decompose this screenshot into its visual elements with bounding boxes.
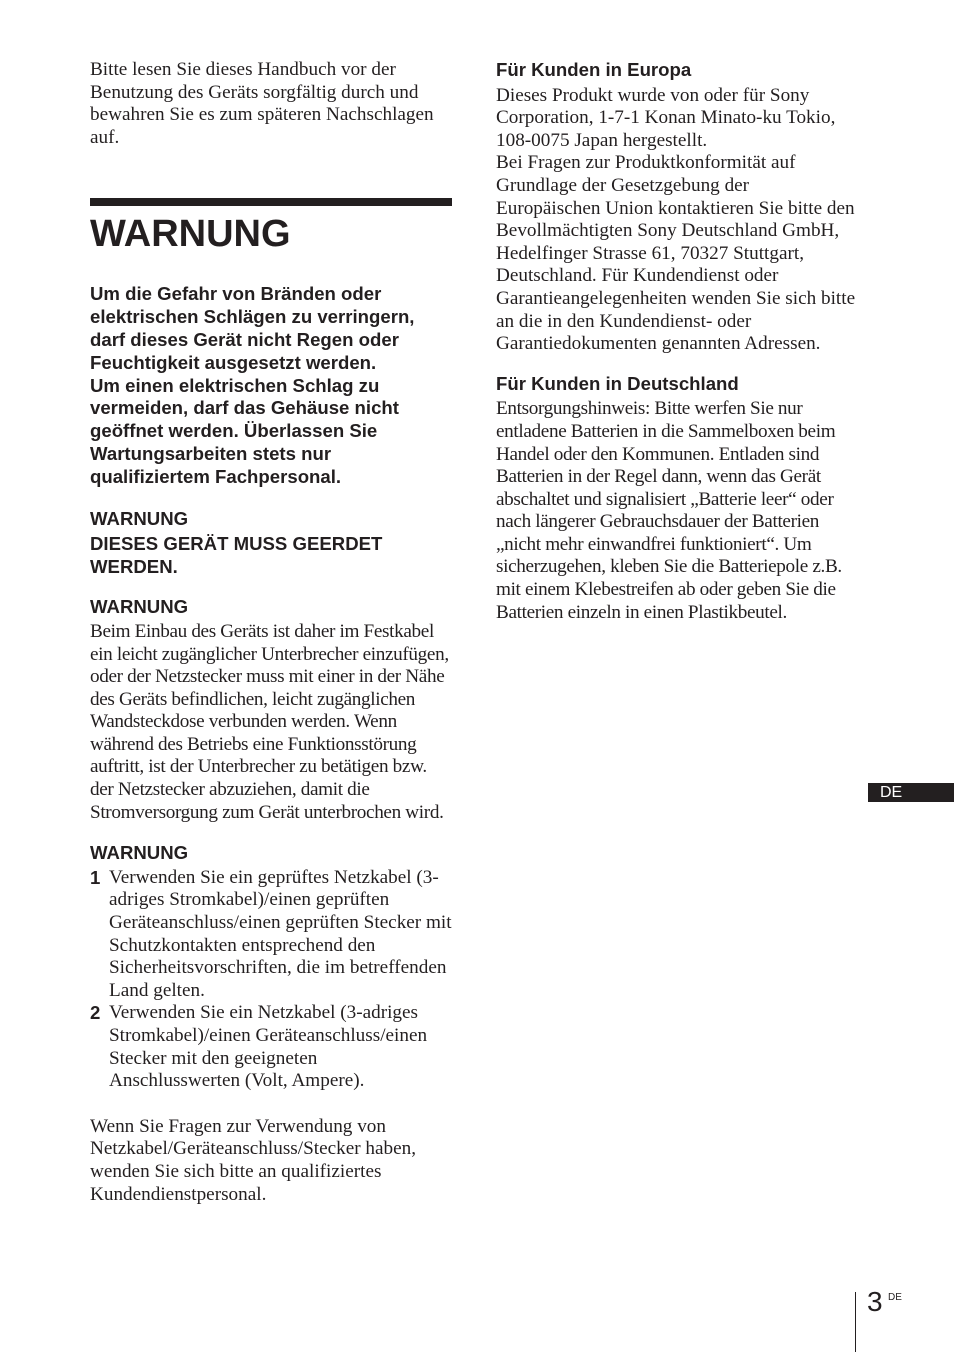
page-number-suffix: DE xyxy=(888,1292,902,1303)
intro-paragraph: Bitte lesen Sie dieses Handbuch vor der Benutzung des Geräts sorgfältig durch und bewahren Sie es zum späteren Nachschlagen auf. xyxy=(90,59,434,148)
right-column xyxy=(496,59,858,624)
closing-paragraph: Wenn Sie Fragen zur Verwendung von Netzkabel/Geräteanschluss/Stecker haben, wenden Sie sich bitte an qualifiziertes Kundendienstpersonal. xyxy=(90,1115,417,1205)
cable-requirements-list xyxy=(90,867,452,1093)
europe-paragraph: Dieses Produkt wurde von oder für Sony Corporation, 1-7-1 Konan Minato-ku Tokio, 108-0075 Japan hergestellt. Bei Fragen zur Produktkonformität auf Grundlage der Gesetzgebung der Europäischen Union kontaktieren Sie bitte den Bevollmächtigten Sony Deutschland GmbH, Hedelfinger Strasse 61, 70327 Stuttgart, Deutschland. Für Kundendienst oder Garantieangelegenheiten wenden Sie sich bitte an die in den Kundendienst- oder Garantiedokumenten genannten Adressen. xyxy=(496,84,856,355)
germany-paragraph: Entsorgungshinweis: Bitte werfen Sie nur entladene Batterien in die Sammelboxen beim Handel oder den Kommunen. Entladen sind Batterien in der Regel dann, wenn das Gerät abschaltet und signalisiert „Batterie leer“ oder nach längerer Gebrauchsdauer der Batterien „nicht mehr einwandfrei funktioniert“. Um sicherzugehen, kleben Sie die Batteriepole z.B. mit einem Klebestreifen ab oder geben Sie die Batterien einzeln in einen Plastikbeutel. xyxy=(496,398,842,623)
germany-heading: Für Kunden in Deutschland xyxy=(496,372,739,394)
warning-heading-ground: WARNUNG xyxy=(90,507,189,529)
europe-heading: Für Kunden in Europa xyxy=(496,59,692,80)
warning-disconnect-text: Beim Einbau des Geräts ist daher im Festkabel ein leicht zugänglicher Unterbrecher einzufügen, oder der Netzstecker muss mit einer in der Nähe des Geräts befindlichen, leicht zugänglichen Wandsteckdose verbunden werden. Wenn während des Betriebs eine Funktionsstörung auftritt, ist der Unterbrecher zu betätigen bzw. der Netzstecker abzuziehen, damit die Stromversorgung zum Gerät unterbrochen wird. xyxy=(90,620,449,823)
list-item-number: 2 xyxy=(90,1002,101,1024)
language-tab: DE xyxy=(868,783,954,802)
list-item-text: Verwenden Sie ein Netzkabel (3-adriges Stromkabel)/einen Geräteanschluss/einen Stecker mit den geeigneten Anschlusswerten (Volt, Ampere). xyxy=(109,1002,428,1092)
page-number-rule xyxy=(855,1292,856,1352)
section-rule xyxy=(90,198,452,206)
list-item-number: 1 xyxy=(90,866,101,888)
section-title: WARNUNG xyxy=(90,213,291,256)
list-item xyxy=(90,1002,452,1092)
left-column xyxy=(90,59,452,1206)
warning-heading-cable: WARNUNG xyxy=(90,842,189,864)
list-item-text: Verwenden Sie ein geprüftes Netzkabel (3-adriges Stromkabel)/einen geprüften Geräteanschluss/einen geprüften Stecker mit Schutzkontakten entsprechend den Sicherheitsvorschriften, die im betreffenden Land gelten. xyxy=(109,866,452,1001)
warning-ground-text: DIESES GERÄT MUSS GEERDET WERDEN. xyxy=(90,533,383,577)
page-number: 3 xyxy=(867,1286,883,1317)
warning-heading-disconnect: WARNUNG xyxy=(90,596,189,618)
main-warning-text: Um die Gefahr von Bränden oder elektrischen Schlägen zu verringern, darf dieses Gerät nicht Regen oder Feuchtigkeit ausgesetzt werden. Um einen elektrischen Schlag zu vermeiden, darf das Gehäuse nicht geöffnet werden. Überlassen Sie Wartungsarbeiten stets nur qualifiziertem Fachpersonal. xyxy=(90,283,415,487)
list-item xyxy=(90,867,452,1003)
